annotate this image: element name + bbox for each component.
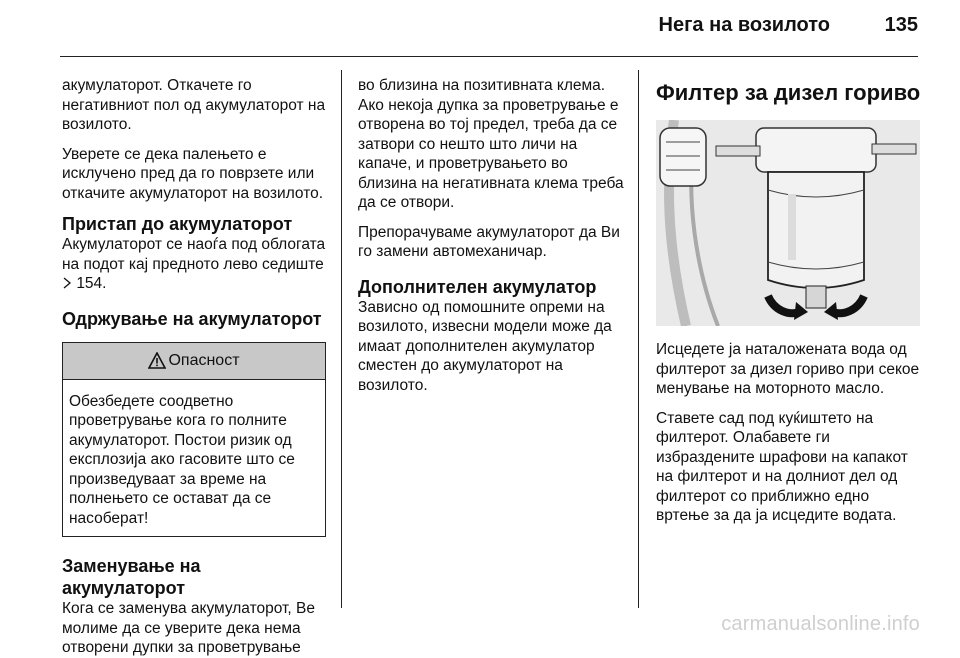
paragraph: во близина на позитивната клема. Ако некоја дупка за проветрување е отворена во тој предел, треба да се затвори со нешто што личи на капаче, и проветрувањето во близина на негативната клема треба да се отвори. [358, 77, 624, 211]
paragraph: Уверете се дека палењето е исклучено пред да го поврзете или откачите акумулаторот на возилото. [62, 145, 324, 202]
section-heading: Пристап до акумулаторот [62, 214, 293, 234]
diesel-filter-drawing [656, 120, 920, 326]
warning-header [63, 343, 325, 380]
warning-triangle-icon [148, 352, 166, 369]
warning-title: Опасност [168, 351, 240, 369]
column-divider-1 [341, 70, 342, 608]
section-heading: Одржување на акумулаторот [62, 308, 322, 329]
warning-box [62, 342, 326, 538]
arrow-right-icon [62, 277, 72, 289]
column-3 [656, 80, 924, 536]
page-number: 135 [884, 14, 918, 36]
paragraph: Акумулаторот се наоѓа под облогата на подот кај предното лево седиште [62, 236, 326, 273]
page-header-title: Нега на возилото [658, 14, 830, 36]
header-divider [60, 56, 918, 57]
watermark: carmanualsonline.info [721, 613, 920, 635]
column-divider-2 [638, 70, 639, 608]
section-access [62, 213, 326, 294]
column-1 [62, 76, 326, 658]
section-heading: Филтер за дизел гориво [656, 80, 921, 105]
section-heading: Заменување на акумулаторот [62, 556, 201, 598]
paragraph: Исцедете ја наталожената вода од филтерот за дизел гориво при секое менување на моторното масло. [656, 341, 920, 397]
paragraph: Кога се заменува акумулаторот, Ве молиме да се уверите дека нема отворени дупки за проветрување [62, 600, 315, 656]
cross-reference-link[interactable] [62, 274, 106, 294]
paragraph: акумулаторот. Откачете го негативниот пол од акумулаторот на возилото. [62, 77, 326, 133]
section-heading: Дополнителен акумулатор [358, 276, 597, 297]
paragraph: Зависно од помошните опреми на возилото, извесни модели може да имаат дополнителен акумулатор сместен до акумулаторот на возилото. [358, 298, 612, 394]
diesel-filter-illustration [656, 120, 920, 326]
paragraph: Ставете сад под куќиштето на филтерот. Олабавете ги избраздените шрафови на капакот на филтерот и на долниот дел од филтерот со приближно едно вртење за да ја исцедите водата. [656, 409, 908, 524]
column-2 [358, 76, 628, 395]
paragraph: Препорачуваме акумулаторот да Ви го замени автомеханичар. [358, 223, 620, 260]
cross-reference-page: 154. [76, 275, 107, 292]
warning-text: Обезбедете соодветно проветрување кога го полните акумулаторот. Постои ризик од експлозија ако гасовите што се произведуваат за време на полнењето се остават да се насоберат! [69, 392, 295, 527]
